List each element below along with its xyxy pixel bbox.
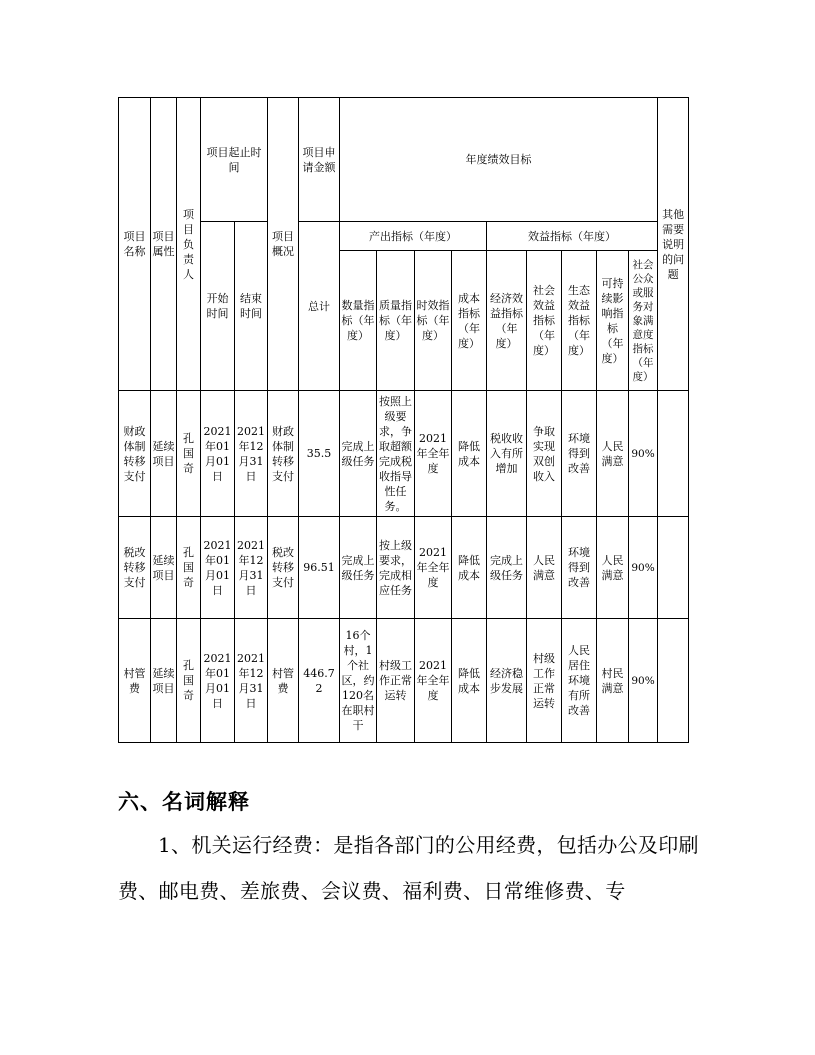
cell-quality: 按上级要求，完成相应任务 <box>377 517 415 619</box>
cell-social: 村级工作正常运转 <box>527 619 562 743</box>
table-row <box>119 619 689 743</box>
cell-start: 2021年01月01日 <box>201 517 235 619</box>
cell-social: 争取实现双创收入 <box>527 391 562 517</box>
header-project-period: 项目起止时间 <box>201 98 268 222</box>
header-social: 社会效益指标（年度） <box>527 251 562 391</box>
header-economic: 经济效益指标（年度） <box>487 251 527 391</box>
table-row <box>119 391 689 517</box>
cell-end: 2021年12月31日 <box>235 391 268 517</box>
cell-timeliness: 2021年全年度 <box>415 619 452 743</box>
cell-ecological: 环境得到改善 <box>562 391 597 517</box>
performance-goals-table <box>118 97 689 743</box>
cell-attr: 延续项目 <box>151 517 177 619</box>
cell-end: 2021年12月31日 <box>235 619 268 743</box>
cell-owner: 孔国奇 <box>177 391 201 517</box>
header-ecological: 生态效益指标（年度） <box>562 251 597 391</box>
cell-sustainable: 人民满意 <box>597 391 629 517</box>
cell-cost: 降低成本 <box>452 517 487 619</box>
header-timeliness: 时效指标（年度） <box>415 251 452 391</box>
cell-quality: 按照上级要求，争取超额完成税收指导性任务。 <box>377 391 415 517</box>
cell-overview: 税改转移支付 <box>268 517 299 619</box>
header-project-name: 项目名称 <box>119 98 151 391</box>
header-total: 总计 <box>299 222 340 391</box>
cell-cost: 降低成本 <box>452 619 487 743</box>
cell-quantity: 16个村，1个社区，约120名在职村干 <box>340 619 377 743</box>
cell-cost: 降低成本 <box>452 391 487 517</box>
header-quantity: 数量指标（年度） <box>340 251 377 391</box>
cell-timeliness: 2021年全年度 <box>415 391 452 517</box>
header-requested-amount: 项目申请金额 <box>299 98 340 222</box>
section-title: 六、名词解释 <box>118 790 250 814</box>
header-project-owner: 项目负责人 <box>177 98 201 391</box>
cell-total: 96.51 <box>299 517 340 619</box>
cell-other <box>658 391 689 517</box>
header-project-overview: 项目概况 <box>268 98 299 391</box>
cell-name: 村管费 <box>119 619 151 743</box>
header-satisfaction: 社会公众或服务对象满意度指标（年度） <box>629 251 658 391</box>
cell-satisfaction: 90% <box>629 391 658 517</box>
cell-owner: 孔国奇 <box>177 517 201 619</box>
cell-quantity: 完成上级任务 <box>340 517 377 619</box>
section-paragraph: 1、机关运行经费：是指各部门的公用经费，包括办公及印刷费、邮电费、差旅费、会议费、福利费、日常维修费、专 <box>118 833 699 903</box>
cell-end: 2021年12月31日 <box>235 517 268 619</box>
header-annual-goal: 年度绩效目标 <box>340 98 658 222</box>
cell-other <box>658 619 689 743</box>
header-output-indicators: 产出指标（年度） <box>340 222 487 251</box>
cell-ecological: 人民居住环境有所改善 <box>562 619 597 743</box>
cell-ecological: 环境得到改善 <box>562 517 597 619</box>
cell-owner: 孔国奇 <box>177 619 201 743</box>
cell-economic: 税收收入有所增加 <box>487 391 527 517</box>
cell-economic: 经济稳步发展 <box>487 619 527 743</box>
header-other-notes: 其他需要说明的问题 <box>658 98 689 391</box>
cell-total: 35.5 <box>299 391 340 517</box>
cell-total: 446.72 <box>299 619 340 743</box>
header-cost: 成本指标（年度） <box>452 251 487 391</box>
cell-satisfaction: 90% <box>629 517 658 619</box>
header-quality: 质量指标（年度） <box>377 251 415 391</box>
cell-timeliness: 2021年全年度 <box>415 517 452 619</box>
header-project-attribute: 项目属性 <box>151 98 177 391</box>
cell-economic: 完成上级任务 <box>487 517 527 619</box>
cell-attr: 延续项目 <box>151 391 177 517</box>
cell-overview: 财政体制转移支付 <box>268 391 299 517</box>
cell-name: 财政体制转移支付 <box>119 391 151 517</box>
cell-start: 2021年01月01日 <box>201 391 235 517</box>
cell-social: 人民满意 <box>527 517 562 619</box>
cell-quantity: 完成上级任务 <box>340 391 377 517</box>
cell-satisfaction: 90% <box>629 619 658 743</box>
cell-overview: 村管费 <box>268 619 299 743</box>
header-benefit-indicators: 效益指标（年度） <box>487 222 658 251</box>
cell-start: 2021年01月01日 <box>201 619 235 743</box>
table-row <box>119 517 689 619</box>
cell-attr: 延续项目 <box>151 619 177 743</box>
cell-sustainable: 人民满意 <box>597 517 629 619</box>
header-sustainable: 可持续影响指标（年度） <box>597 251 629 391</box>
cell-name: 税改转移支付 <box>119 517 151 619</box>
cell-quality: 村级工作正常运转 <box>377 619 415 743</box>
cell-sustainable: 村民满意 <box>597 619 629 743</box>
header-end-time: 结束时间 <box>235 222 268 391</box>
header-start-time: 开始时间 <box>201 222 235 391</box>
cell-other <box>658 517 689 619</box>
